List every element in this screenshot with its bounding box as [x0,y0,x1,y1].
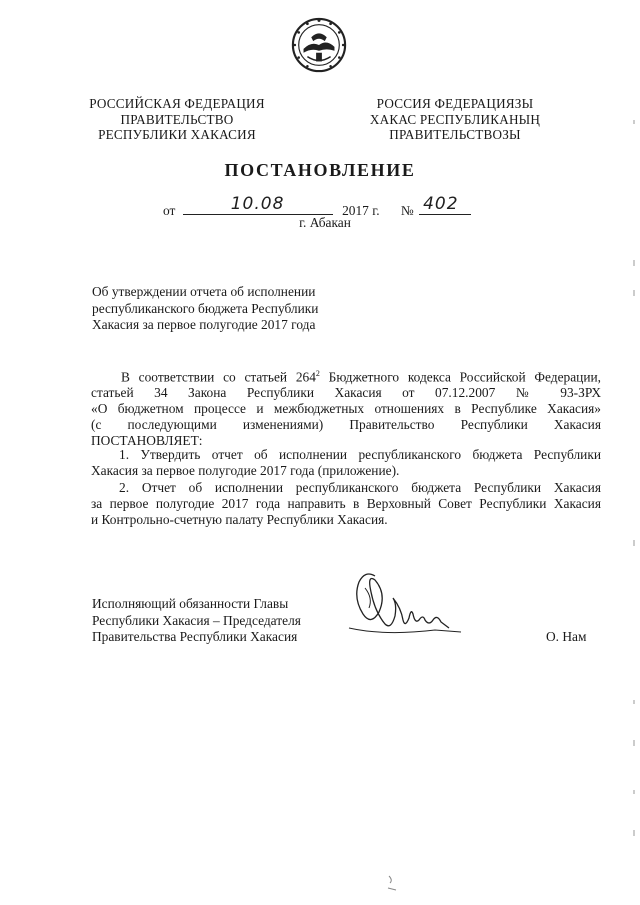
preamble-line: ПОСТАНОВЛЯЕТ: [91,433,203,449]
handwritten-signature [345,568,465,638]
preamble-paragraph [91,366,601,449]
header-right-line: РОССИЯ ФЕДЕРАЦИЯЗЫ [376,96,534,111]
preamble-line: «О бюджетном процессе и межбюджетных отношениях в Республике Хакасия» [91,401,601,417]
date-underline [183,194,333,215]
article-superscript: 2 [315,369,320,378]
coat-of-arms-emblem [290,16,348,74]
subject-block [92,284,318,334]
subject-line: Хакасия за первое полугодие 2017 года [92,317,316,332]
preamble-text-end: Бюджетного кодекса Российской Федерации, [319,369,601,385]
header-right-line: ПРАВИТЕЛЬСТВОЗЫ [389,127,521,142]
number-sign: № [400,203,414,218]
signatory-line: Исполняющий обязанности Главы [92,596,289,611]
signatory-name: О. Нам [546,629,587,644]
header-left-line: ПРАВИТЕЛЬСТВО [120,111,234,127]
header-right-line: ХАКАС РЕСПУБЛИКАНЫҢ [369,111,541,127]
subject-line: Об утверждении отчета об исполнении [92,284,316,299]
item-2-line: и Контрольно-счетную палату Республики Хакасия. [91,512,388,527]
signatory-title-block [92,596,301,646]
item-1-line: 1. Утвердить отчет об исполнении республиканского бюджета Республики [119,447,601,462]
city-label: г. Абакан [299,215,351,230]
scan-artifact-mark [385,874,399,894]
document-title: ПОСТАНОВЛЕНИЕ [224,160,416,180]
number-underline [419,194,471,215]
preamble-line: статьей 34 Закона Республики Хакасия от 07.12.2007 № 93-ЗРХ [91,385,601,401]
scan-edge-marks [631,0,637,905]
item-2-line: 2. Отчет об исполнении республиканского бюджета Республики Хакасия [119,480,601,495]
preamble-line [91,366,601,385]
handwritten-number: 402 [423,194,459,214]
subject-line: республиканского бюджета Республики [92,300,319,316]
item-2-paragraph [91,480,601,528]
signatory-line: Республики Хакасия – Председателя [92,612,301,628]
header-left-line: РОССИЙСКАЯ ФЕДЕРАЦИЯ [89,96,265,111]
item-1-paragraph [91,447,601,479]
preamble-text-start: В соответствии со статьей 264 [121,369,316,385]
date-prefix: от [163,203,176,218]
header-left-russian [82,96,272,143]
header-right-khakas [355,96,555,143]
header-left-line: РЕСПУБЛИКИ ХАКАСИЯ [98,127,256,142]
item-1-line: Хакасия за первое полугодие 2017 года (приложение). [91,463,400,478]
item-2-line: за первое полугодие 2017 года направить в Верховный Совет Республики Хакасия [91,496,601,511]
handwritten-date: 10.08 [230,194,285,214]
preamble-line: (с последующими изменениями) Правительство Республики Хакасия [91,417,601,433]
year-text: 2017 г. [342,203,380,218]
signatory-line: Правительства Республики Хакасия [92,629,298,644]
